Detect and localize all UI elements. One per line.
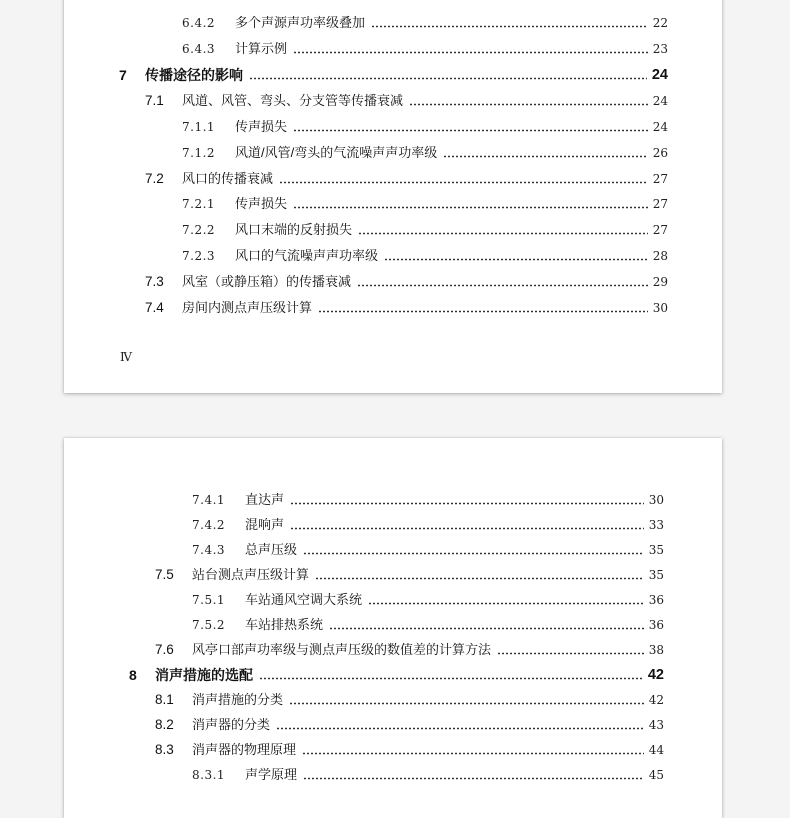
dot-leader — [249, 77, 647, 80]
toc-entry-number: 8.2 — [155, 717, 174, 732]
toc-entry-number: 7.1.1 — [182, 120, 216, 134]
dot-leader — [259, 677, 643, 680]
toc-entry-title: 站台测点声压级计算 — [192, 567, 310, 582]
toc-entry-title: 总声压级 — [245, 542, 298, 557]
toc-entry[interactable] — [182, 219, 668, 241]
toc-entry-page: 27 — [652, 223, 668, 237]
toc-entry[interactable] — [182, 0, 668, 5]
toc-entry[interactable] — [182, 116, 668, 138]
toc-entry-title: 房间内测点声压级计算 — [182, 300, 313, 315]
toc-entry-number: 7.2 — [145, 171, 164, 186]
toc-entry-page: 24 — [652, 94, 668, 108]
toc-section[interactable] — [155, 639, 664, 661]
dot-leader — [303, 777, 644, 780]
dot-leader — [318, 310, 648, 313]
toc-entry-title: 风口的气流噪声声功率级 — [235, 248, 379, 263]
toc-entry-title: 车站通风空调大系统 — [245, 592, 363, 607]
toc-entry-page: 38 — [648, 643, 664, 657]
toc-entry-page: 27 — [652, 197, 668, 211]
toc-entry-page: 27 — [652, 172, 668, 186]
toc-entry-title: 消声器的物理原理 — [192, 742, 297, 757]
toc-entry-title: 风道/风管/弯头的气流噪声声功率级 — [235, 145, 438, 160]
toc-entry[interactable] — [192, 764, 664, 786]
toc-entry-page: 22 — [652, 16, 668, 30]
toc-entry-number — [182, 0, 235, 5]
toc-entry-title: 车站排热系统 — [245, 617, 324, 632]
toc-entry-page: 28 — [652, 249, 668, 263]
toc-entry[interactable] — [182, 193, 668, 215]
toc-section[interactable] — [155, 564, 664, 586]
toc-entry-title: 消声器的分类 — [192, 717, 271, 732]
toc-entry-title: 风亭口部声功率级与测点声压级的数值差的计算方法 — [192, 642, 492, 657]
toc-chapter[interactable] — [129, 664, 664, 686]
toc-entry-page: 24 — [651, 67, 668, 83]
toc-entry-number: 7.1.2 — [182, 146, 216, 160]
toc-section[interactable] — [155, 689, 664, 711]
dot-leader — [357, 284, 648, 287]
toc-entry-page: 36 — [648, 593, 664, 607]
dot-leader — [290, 502, 644, 505]
toc-entry-page: 30 — [648, 493, 664, 507]
toc-section[interactable] — [145, 271, 668, 293]
toc-entry-title: 风口的传播衰减 — [182, 171, 274, 186]
toc-section[interactable] — [145, 90, 668, 112]
dot-leader — [293, 51, 648, 54]
dot-leader — [289, 702, 644, 705]
toc-entry-number: 7.6 — [155, 642, 174, 657]
toc-entry-title: 传播途径的影响 — [145, 67, 243, 83]
toc-entry-number: 8.1 — [155, 692, 174, 707]
toc-entry-page: 29 — [652, 275, 668, 289]
dot-leader — [329, 627, 644, 630]
dot-leader — [409, 103, 648, 106]
toc-entry-page: 30 — [652, 301, 668, 315]
toc-entry-title: 风道、风管、弯头、分支管等传播衰减 — [182, 93, 404, 108]
dot-leader — [293, 206, 648, 209]
dot-leader — [384, 258, 648, 261]
toc-entry-title: 风室（或静压箱）的传播衰减 — [182, 274, 352, 289]
toc-entry-title: 消声措施的选配 — [155, 667, 253, 683]
toc-entry-title — [235, 0, 365, 5]
toc-entry-title: 多个声源声功率级叠加 — [235, 15, 366, 30]
toc-entry-number: 7 — [119, 67, 127, 83]
dot-leader — [368, 602, 644, 605]
toc-entry-page: 35 — [648, 568, 664, 582]
toc-entry-number: 7.2.3 — [182, 249, 216, 263]
toc-entry[interactable] — [192, 514, 664, 536]
toc-section[interactable] — [155, 714, 664, 736]
toc-entry-page: 23 — [652, 42, 668, 56]
toc-entry-title: 混响声 — [245, 517, 285, 532]
toc-entry-page: 42 — [647, 667, 664, 683]
toc-entry-title: 传声损失 — [235, 196, 288, 211]
toc-entry[interactable] — [192, 614, 664, 636]
toc-entry-number: 7.3 — [145, 274, 164, 289]
toc-section[interactable] — [145, 297, 668, 319]
toc-entry-number: 8 — [129, 667, 137, 683]
dot-leader — [276, 727, 644, 730]
toc-entry-page: 24 — [652, 120, 668, 134]
toc-entry-number: 7.4 — [145, 300, 164, 315]
toc-entry[interactable] — [182, 142, 668, 164]
toc-entry-page: 45 — [648, 768, 664, 782]
toc-entry[interactable] — [182, 245, 668, 267]
toc-entry[interactable] — [192, 589, 664, 611]
toc-entry-number: 8.3.1 — [192, 768, 226, 782]
toc-entry-title: 传声损失 — [235, 119, 288, 134]
dot-leader — [497, 652, 644, 655]
dot-leader — [358, 232, 648, 235]
dot-leader — [290, 527, 644, 530]
toc-entry-number: 7.5.2 — [192, 618, 226, 632]
dot-leader — [293, 129, 648, 132]
document-page-1 — [64, 0, 722, 393]
toc-entry-page: 44 — [648, 743, 664, 757]
toc-entry-number: 7.2.1 — [182, 197, 216, 211]
toc-entry-title: 计算示例 — [235, 41, 288, 56]
toc-entry-title: 直达声 — [245, 492, 285, 507]
toc-entry-number: 7.4.2 — [192, 518, 226, 532]
dot-leader — [302, 752, 644, 755]
toc-entry-number: 7.4.1 — [192, 493, 226, 507]
toc-entry[interactable] — [182, 38, 668, 60]
toc-entry-number: 7.1 — [145, 93, 164, 108]
toc-section[interactable] — [155, 739, 664, 761]
toc-entry-number: 6.4.3 — [182, 42, 216, 56]
toc-entry-number: 8.3 — [155, 742, 174, 757]
toc-entry-number: 7.5.1 — [192, 593, 226, 607]
dot-leader — [303, 552, 644, 555]
toc-entry[interactable] — [192, 489, 664, 511]
toc-section[interactable] — [145, 168, 668, 190]
toc-chapter[interactable] — [119, 64, 668, 86]
dot-leader — [371, 25, 648, 28]
toc-entry[interactable] — [182, 12, 668, 34]
toc-entry-title: 声学原理 — [245, 767, 298, 782]
document-page-2 — [64, 438, 722, 818]
dot-leader — [443, 155, 647, 158]
toc-entry-page: 43 — [648, 718, 664, 732]
dot-leader — [279, 181, 648, 184]
page-number-footer: Ⅳ — [120, 350, 132, 364]
toc-entry-page: 42 — [648, 693, 664, 707]
toc-entry-number: 7.5 — [155, 567, 174, 582]
toc-entry-page: 35 — [648, 543, 664, 557]
toc-entry-number: 6.4.2 — [182, 16, 216, 30]
toc-entry-page — [653, 0, 668, 5]
toc-entry-number: 7.4.3 — [192, 543, 226, 557]
toc-entry-title: 风口末端的反射损失 — [235, 222, 353, 237]
toc-entry-title: 消声措施的分类 — [192, 692, 284, 707]
dot-leader — [315, 577, 644, 580]
toc-entry[interactable] — [192, 539, 664, 561]
toc-entry-page: 33 — [648, 518, 664, 532]
toc-entry-number: 7.2.2 — [182, 223, 216, 237]
toc-entry-page: 36 — [648, 618, 664, 632]
toc-entry-page: 26 — [652, 146, 668, 160]
